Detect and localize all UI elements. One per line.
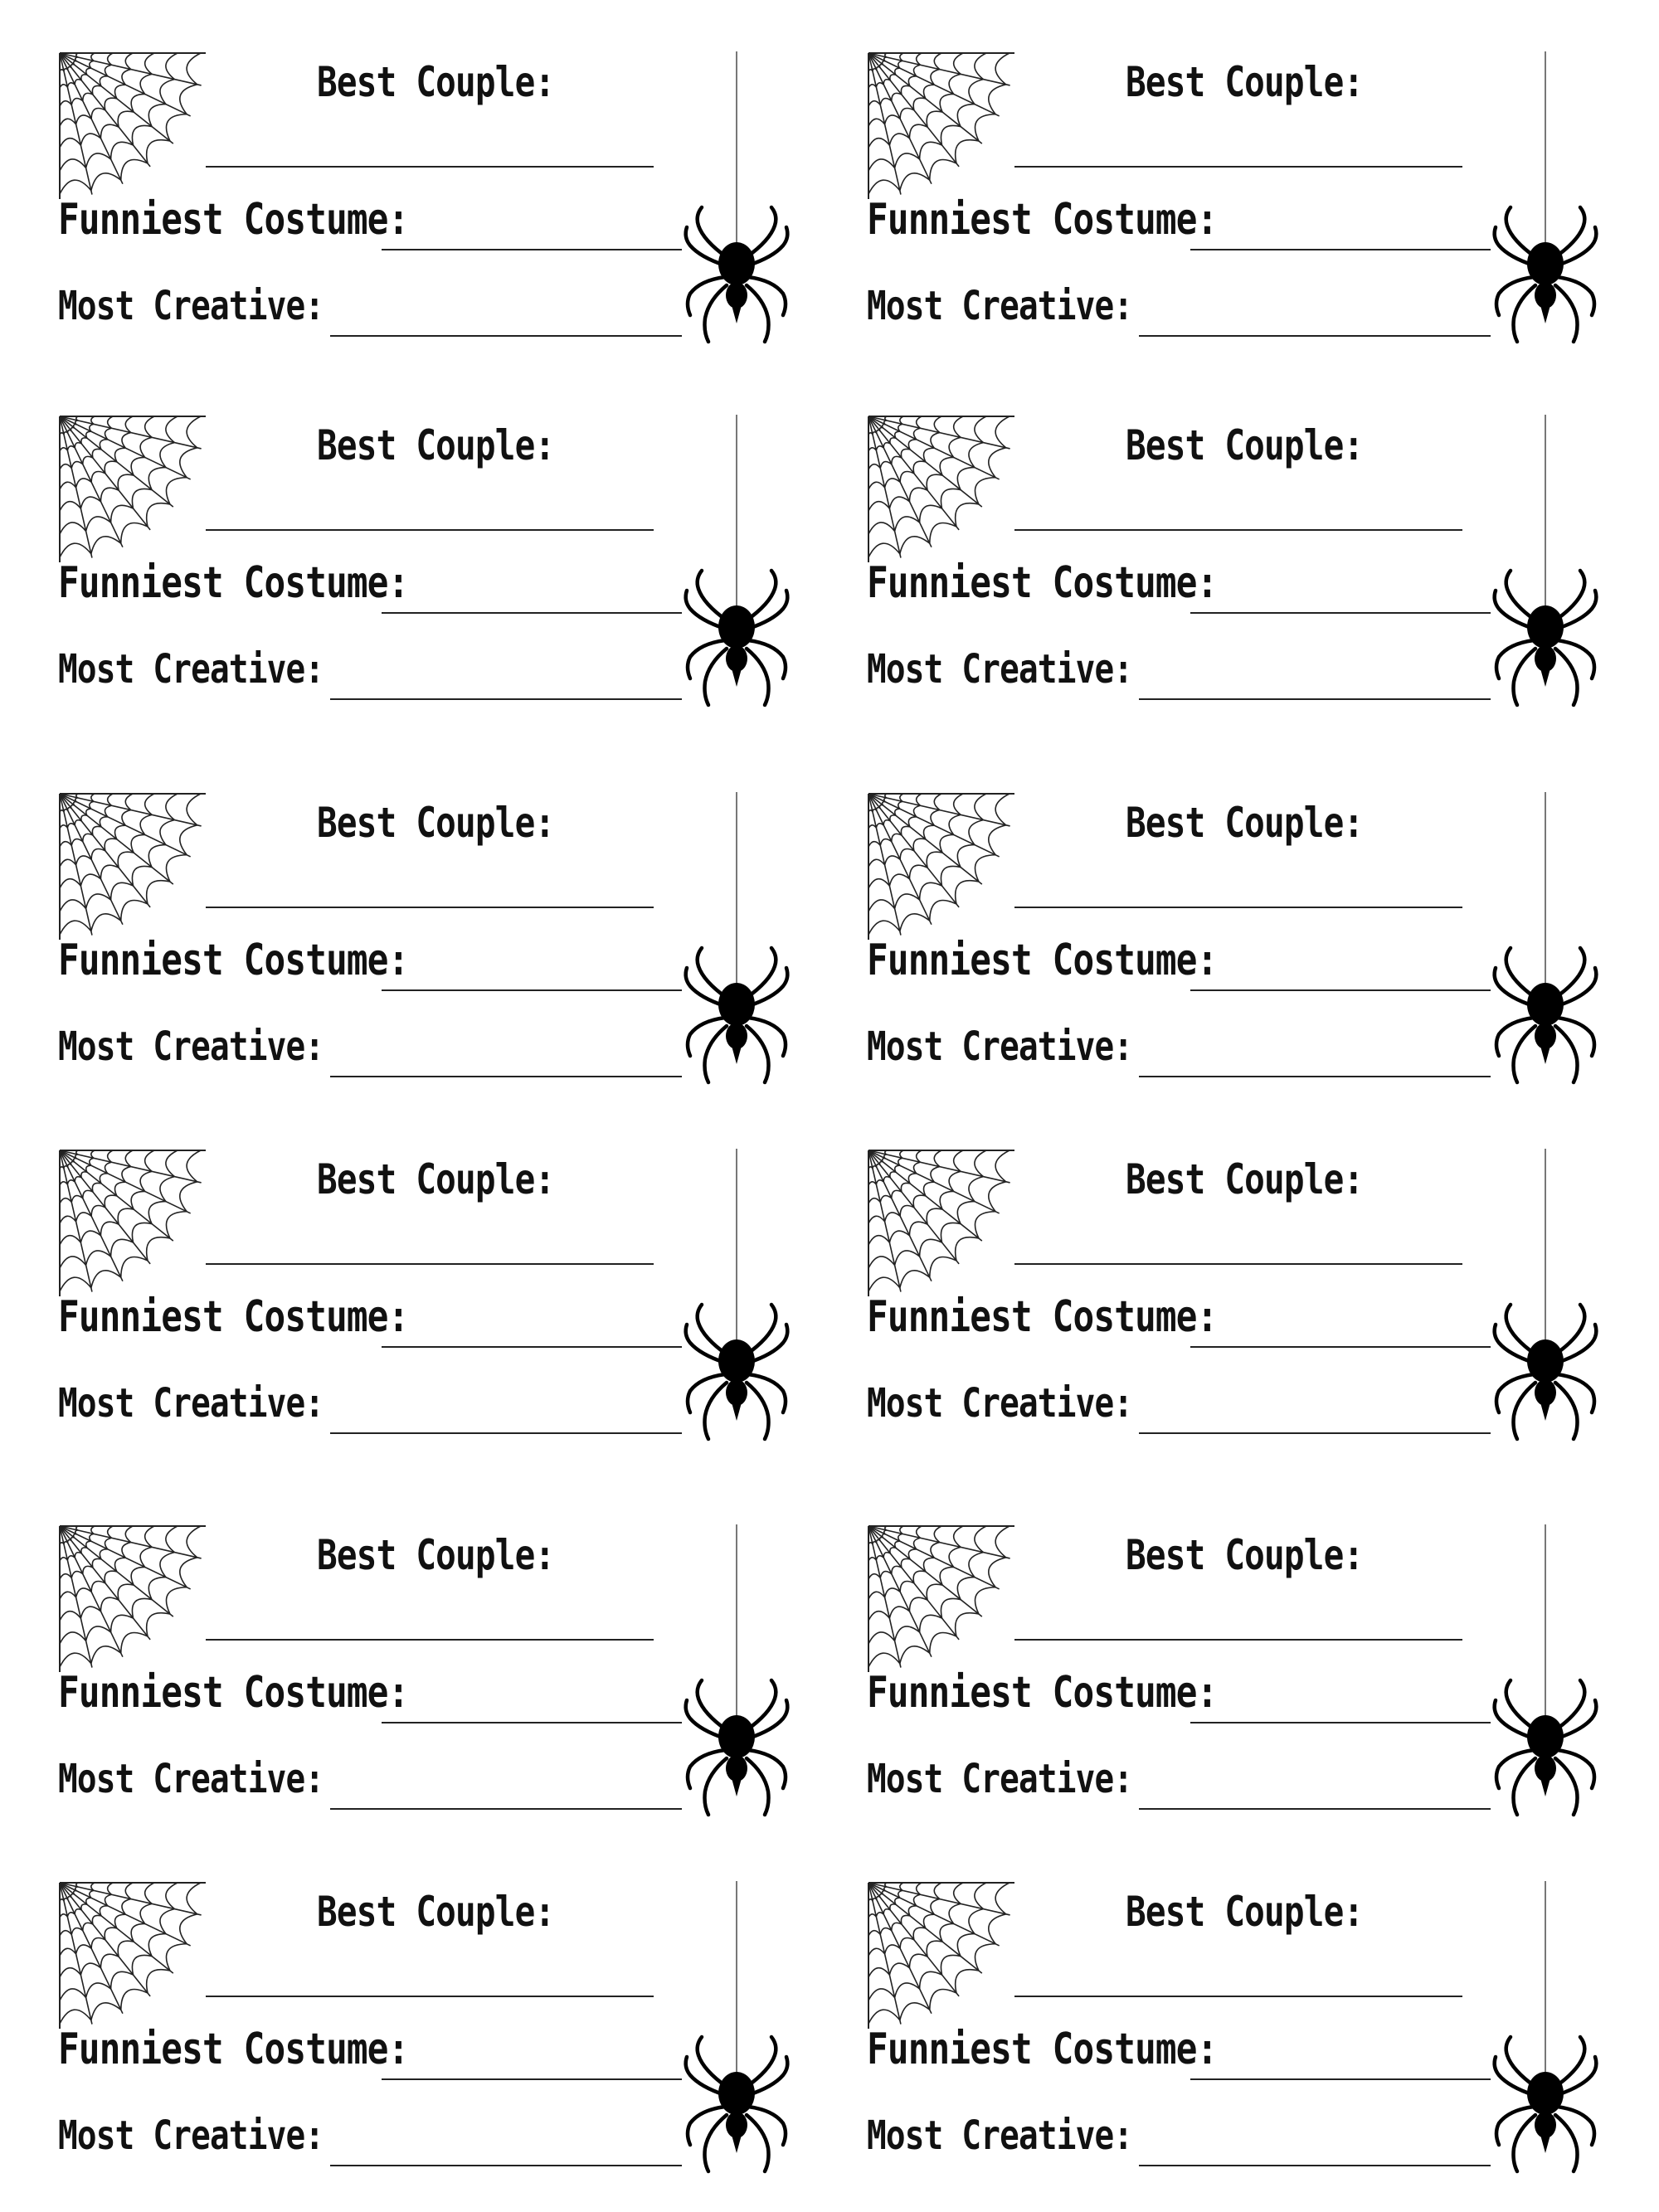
- best-couple-write-line[interactable]: [1014, 1996, 1462, 1997]
- best-couple-label: Best Couple:: [317, 58, 555, 106]
- most-creative-label: Most Creative:: [58, 1756, 324, 1802]
- funniest-costume-label: Funniest Costume:: [867, 1668, 1218, 1718]
- most-creative-label: Most Creative:: [58, 2112, 324, 2159]
- funniest-costume-write-line[interactable]: [382, 989, 682, 991]
- most-creative-write-line[interactable]: [1139, 698, 1491, 700]
- most-creative-write-line[interactable]: [1139, 1076, 1491, 1077]
- award-card: [809, 792, 1555, 1091]
- spider-icon: [679, 1524, 795, 1831]
- award-card: [809, 415, 1555, 713]
- spider-web-icon: [867, 1881, 1016, 2030]
- spider-web-icon: [867, 1524, 1016, 1674]
- spider-web-icon: [58, 51, 207, 201]
- most-creative-label: Most Creative:: [867, 1023, 1133, 1070]
- award-card: [0, 1524, 747, 1823]
- best-couple-write-line[interactable]: [1014, 1639, 1462, 1641]
- best-couple-write-line[interactable]: [206, 1263, 654, 1265]
- spider-icon: [679, 1149, 795, 1456]
- funniest-costume-write-line[interactable]: [1190, 989, 1491, 991]
- best-couple-label: Best Couple:: [1126, 1155, 1364, 1203]
- funniest-costume-label: Funniest Costume:: [58, 1292, 409, 1342]
- spider-web-icon: [867, 415, 1016, 564]
- spider-web-icon: [58, 1881, 207, 2030]
- funniest-costume-write-line[interactable]: [382, 2078, 682, 2080]
- most-creative-label: Most Creative:: [867, 646, 1133, 693]
- best-couple-write-line[interactable]: [1014, 529, 1462, 531]
- spider-icon: [679, 1881, 795, 2188]
- best-couple-write-line[interactable]: [206, 907, 654, 908]
- most-creative-label: Most Creative:: [58, 646, 324, 693]
- most-creative-write-line[interactable]: [330, 335, 682, 337]
- best-couple-label: Best Couple:: [317, 1531, 555, 1579]
- most-creative-label: Most Creative:: [867, 283, 1133, 329]
- funniest-costume-write-line[interactable]: [1190, 249, 1491, 250]
- award-card: [809, 1149, 1555, 1447]
- funniest-costume-label: Funniest Costume:: [58, 936, 409, 985]
- spider-icon: [1487, 1149, 1603, 1456]
- spider-web-icon: [58, 1524, 207, 1674]
- funniest-costume-write-line[interactable]: [382, 1722, 682, 1723]
- most-creative-write-line[interactable]: [330, 698, 682, 700]
- best-couple-write-line[interactable]: [1014, 1263, 1462, 1265]
- spider-web-icon: [58, 415, 207, 564]
- most-creative-write-line[interactable]: [330, 1432, 682, 1434]
- most-creative-write-line[interactable]: [330, 1808, 682, 1810]
- funniest-costume-label: Funniest Costume:: [58, 2025, 409, 2074]
- funniest-costume-write-line[interactable]: [382, 1346, 682, 1348]
- funniest-costume-write-line[interactable]: [1190, 612, 1491, 614]
- spider-icon: [679, 792, 795, 1099]
- best-couple-label: Best Couple:: [1126, 1531, 1364, 1579]
- spider-web-icon: [867, 1149, 1016, 1298]
- best-couple-write-line[interactable]: [206, 1996, 654, 1997]
- most-creative-write-line[interactable]: [330, 1076, 682, 1077]
- best-couple-label: Best Couple:: [1126, 58, 1364, 106]
- spider-icon: [679, 415, 795, 722]
- best-couple-label: Best Couple:: [317, 799, 555, 847]
- spider-icon: [1487, 51, 1603, 358]
- funniest-costume-label: Funniest Costume:: [867, 2025, 1218, 2074]
- best-couple-label: Best Couple:: [1126, 799, 1364, 847]
- best-couple-write-line[interactable]: [206, 1639, 654, 1641]
- award-card: [0, 1881, 747, 2180]
- best-couple-label: Best Couple:: [317, 1155, 555, 1203]
- best-couple-label: Best Couple:: [1126, 1888, 1364, 1936]
- most-creative-label: Most Creative:: [867, 2112, 1133, 2159]
- funniest-costume-label: Funniest Costume:: [867, 195, 1218, 245]
- most-creative-write-line[interactable]: [1139, 335, 1491, 337]
- spider-icon: [1487, 792, 1603, 1099]
- most-creative-label: Most Creative:: [58, 283, 324, 329]
- spider-icon: [679, 51, 795, 358]
- funniest-costume-label: Funniest Costume:: [867, 558, 1218, 608]
- funniest-costume-write-line[interactable]: [382, 249, 682, 250]
- spider-icon: [1487, 1881, 1603, 2188]
- funniest-costume-write-line[interactable]: [1190, 1346, 1491, 1348]
- funniest-costume-label: Funniest Costume:: [867, 1292, 1218, 1342]
- funniest-costume-write-line[interactable]: [1190, 1722, 1491, 1723]
- most-creative-label: Most Creative:: [867, 1380, 1133, 1427]
- spider-web-icon: [867, 792, 1016, 941]
- funniest-costume-label: Funniest Costume:: [867, 936, 1218, 985]
- award-card: [809, 1524, 1555, 1823]
- best-couple-write-line[interactable]: [1014, 166, 1462, 168]
- best-couple-write-line[interactable]: [206, 529, 654, 531]
- award-card: [0, 415, 747, 713]
- best-couple-label: Best Couple:: [317, 421, 555, 469]
- best-couple-write-line[interactable]: [206, 166, 654, 168]
- best-couple-label: Best Couple:: [317, 1888, 555, 1936]
- spider-web-icon: [867, 51, 1016, 201]
- best-couple-write-line[interactable]: [1014, 907, 1462, 908]
- most-creative-write-line[interactable]: [1139, 2165, 1491, 2166]
- award-card: [0, 792, 747, 1091]
- most-creative-write-line[interactable]: [330, 2165, 682, 2166]
- spider-web-icon: [58, 792, 207, 941]
- spider-icon: [1487, 415, 1603, 722]
- funniest-costume-write-line[interactable]: [382, 612, 682, 614]
- funniest-costume-label: Funniest Costume:: [58, 1668, 409, 1718]
- most-creative-label: Most Creative:: [58, 1023, 324, 1070]
- most-creative-label: Most Creative:: [867, 1756, 1133, 1802]
- most-creative-label: Most Creative:: [58, 1380, 324, 1427]
- spider-icon: [1487, 1524, 1603, 1831]
- best-couple-label: Best Couple:: [1126, 421, 1364, 469]
- funniest-costume-label: Funniest Costume:: [58, 195, 409, 245]
- award-card: [809, 1881, 1555, 2180]
- spider-web-icon: [58, 1149, 207, 1298]
- most-creative-write-line[interactable]: [1139, 1432, 1491, 1434]
- funniest-costume-label: Funniest Costume:: [58, 558, 409, 608]
- award-card: [0, 51, 747, 350]
- funniest-costume-write-line[interactable]: [1190, 2078, 1491, 2080]
- award-card: [809, 51, 1555, 350]
- most-creative-write-line[interactable]: [1139, 1808, 1491, 1810]
- award-card: [0, 1149, 747, 1447]
